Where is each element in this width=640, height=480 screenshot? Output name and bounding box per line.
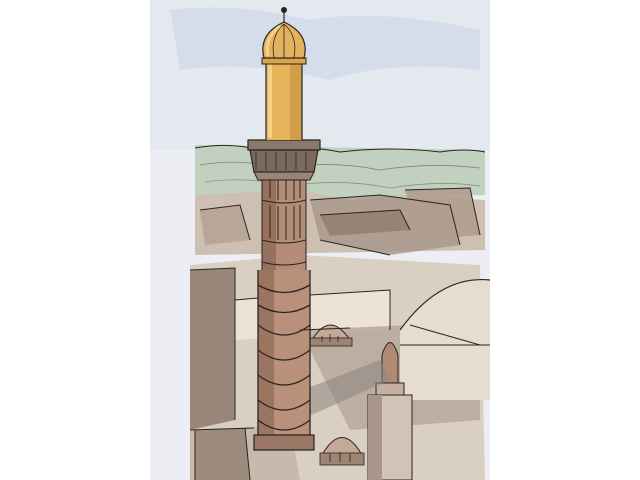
minaret-upper-shaft	[262, 170, 306, 270]
minaret-balcony	[248, 140, 320, 180]
foreground-block-shadow	[195, 428, 250, 480]
watercolor-paper	[150, 0, 490, 480]
minaret-illustration	[150, 0, 490, 480]
left-wall-shadow	[190, 268, 235, 430]
minaret-gold-cylinder	[262, 58, 306, 140]
finial	[281, 7, 287, 13]
minaret-shaft	[254, 270, 314, 450]
